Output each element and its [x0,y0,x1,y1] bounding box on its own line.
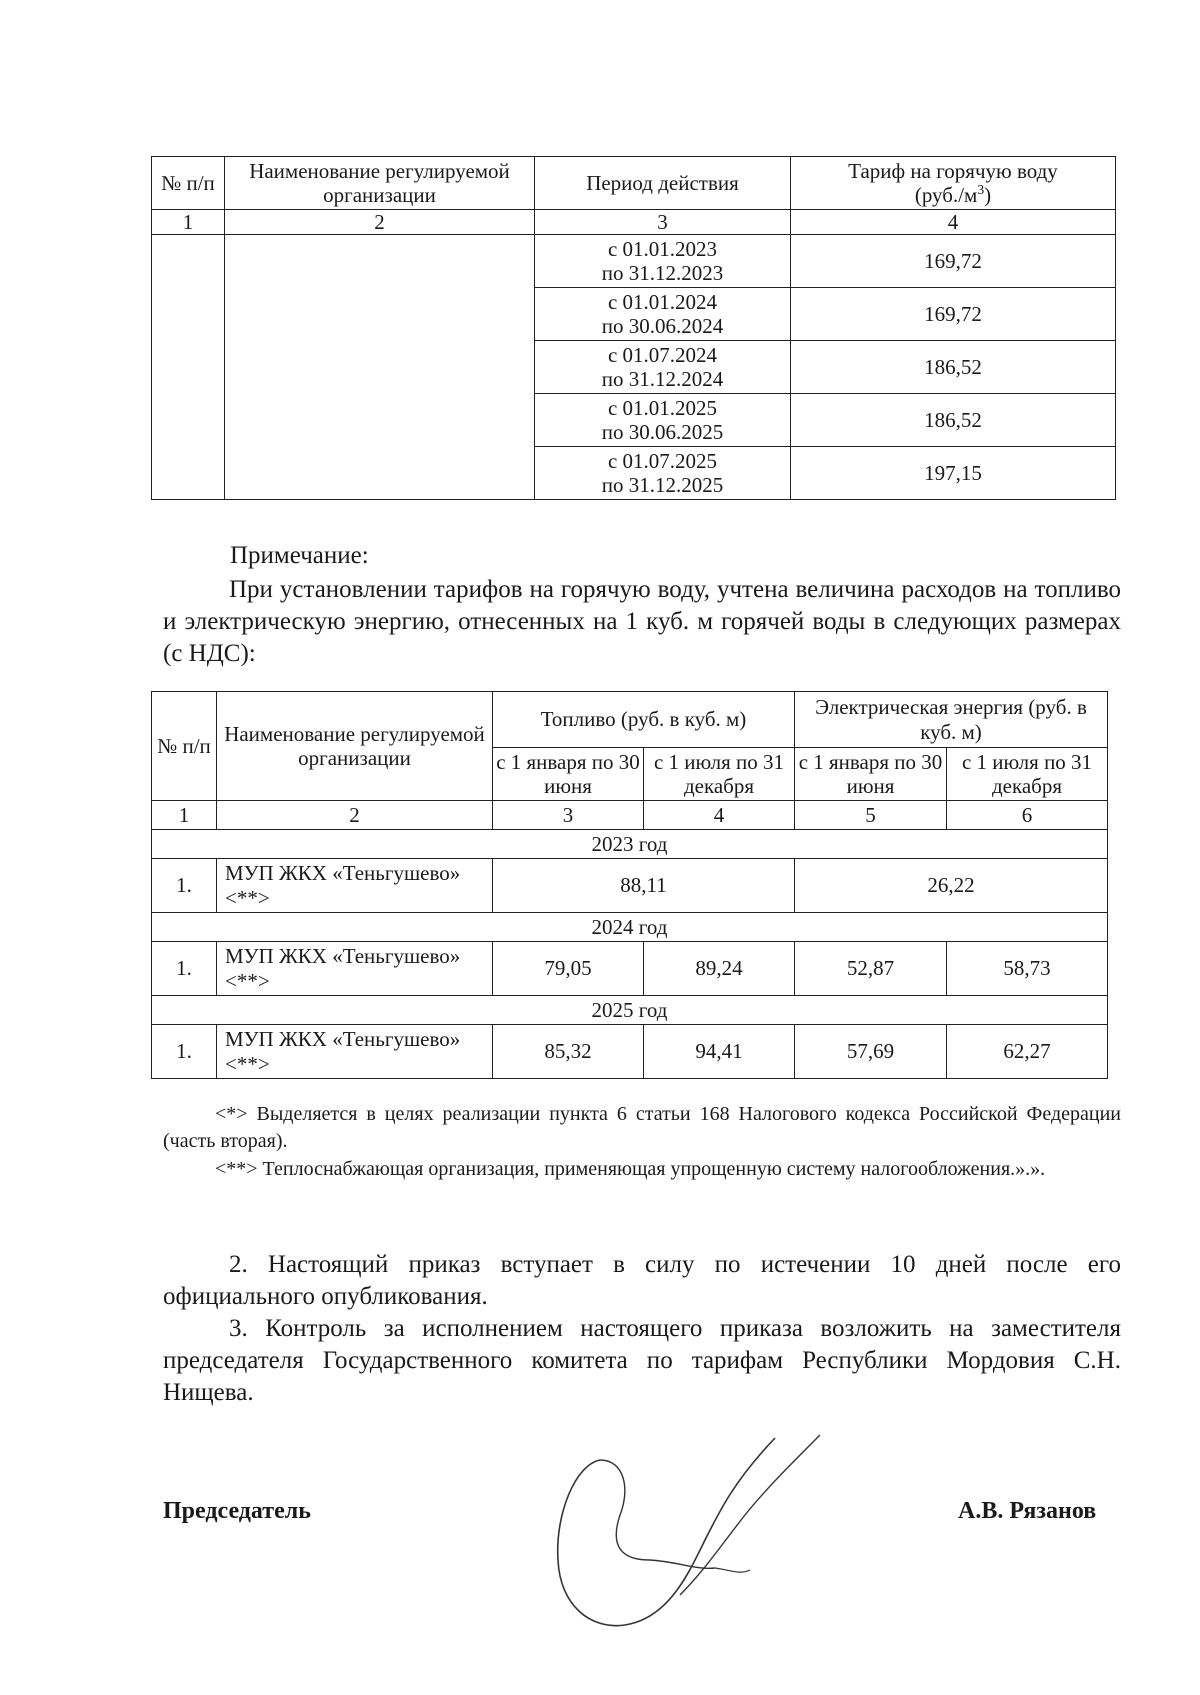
period-from: с 01.07.2024 [607,343,718,367]
header-tariff-main: Тариф на горячую воду [848,158,1058,183]
header-org: Наименование регулируемой организации [217,692,493,801]
footnote-2-text: <**> Теплоснабжающая организация, применяющая упрощенную систему налогообложения.».». [215,1158,1046,1180]
footnote-1 [163,1101,1121,1155]
header-tariff-unit-suffix: ) [984,183,992,207]
tariff-value: 186,52 [791,341,1116,394]
row-org: МУП ЖКХ «Теньгушево» <**> [217,1025,493,1079]
electric-h1-value: 52,87 [795,942,947,996]
header-electric: Электрическая энергия (руб. в куб. м) [795,692,1108,748]
period-from: с 01.07.2025 [607,449,718,473]
row-org: МУП ЖКХ «Теньгушево» <**> [217,942,493,996]
electric-h2-value: 62,27 [947,1025,1108,1079]
period-to: по 31.12.2023 [601,261,724,286]
tariff-value: 169,72 [791,288,1116,341]
period-to: по 30.06.2025 [601,420,724,445]
header-org: Наименование регулируемой организации [225,157,535,210]
cost-column-numbers [152,801,1108,830]
fuel-h2-value: 89,24 [644,942,795,996]
note-text [163,574,1121,670]
footnote-1-text: <*> Выделяется в целях реализации пункта 6 статьи 168 Налогового кодекса Российской Федерации (часть вторая). [163,1103,1121,1152]
column-number: 4 [644,801,795,830]
year-label: 2023 год [152,830,1108,859]
paragraph-3 [163,1313,1121,1409]
period-to: по 30.06.2024 [601,314,724,339]
empty-num-cell [152,235,225,500]
column-number: 1 [152,801,217,830]
electric-h2-value: 58,73 [947,942,1108,996]
tariff-column-numbers [152,210,1116,235]
header-fuel-h1: с 1 января по 30 июня [493,748,644,801]
tariff-table [151,156,1116,500]
note-title: Примечание: [230,542,369,569]
header-period: Период действия [535,157,791,210]
electric-value: 26,22 [795,859,1108,913]
cost-table [151,691,1108,1079]
tariff-value: 169,72 [791,235,1116,288]
year-row [152,996,1108,1025]
header-tariff [791,157,1116,210]
row-num: 1. [152,1025,217,1079]
column-number: 6 [947,801,1108,830]
tariff-row [152,235,1116,288]
year-label: 2025 год [152,996,1108,1025]
row-num: 1. [152,859,217,913]
paragraph-2-text: 2. Настоящий приказ вступает в силу по истечении 10 дней после его официального опубликования. [163,1251,1121,1310]
fuel-value: 88,11 [493,859,795,913]
period-cell [535,235,791,288]
header-num: № п/п [152,157,225,210]
empty-org-cell [225,235,535,500]
column-number: 4 [791,210,1116,235]
header-tariff-unit-sup: 3 [977,182,985,197]
electric-h1-value: 57,69 [795,1025,947,1079]
year-row [152,913,1108,942]
signatory-name: А.В. Рязанов [958,1498,1097,1524]
cost-row [152,1025,1108,1079]
fuel-h1-value: 85,32 [493,1025,644,1079]
year-label: 2024 год [152,913,1108,942]
handwritten-signature [530,1420,840,1635]
period-from: с 01.01.2025 [607,396,718,420]
row-num: 1. [152,942,217,996]
period-to: по 31.12.2024 [601,367,724,392]
cost-row [152,859,1108,913]
note-text-content: При установлении тарифов на горячую воду, учтена величина расходов на топливо и электрическую энергию, отнесенных на 1 куб. м горячей воды в следующих размерах (с НДС): [163,576,1121,667]
column-number: 2 [217,801,493,830]
period-cell [535,341,791,394]
period-cell [535,447,791,500]
column-number: 3 [535,210,791,235]
header-fuel: Топливо (руб. в куб. м) [493,692,795,748]
tariff-value: 186,52 [791,394,1116,447]
year-row [152,830,1108,859]
signatory-title: Председатель [163,1498,311,1524]
cost-header-row [152,692,1108,748]
period-from: с 01.01.2023 [607,237,718,261]
column-number: 5 [795,801,947,830]
period-cell [535,394,791,447]
header-el-h1: с 1 января по 30 июня [795,748,947,801]
header-num: № п/п [152,692,217,801]
tariff-header-row [152,157,1116,210]
row-org: МУП ЖКХ «Теньгушево» <**> [217,859,493,913]
fuel-h2-value: 94,41 [644,1025,795,1079]
paragraph-3-text: 3. Контроль за исполнением настоящего приказа возложить на заместителя председателя Государственного комитета по тарифам Республики Мордовия С.Н. Нищева. [163,1315,1121,1406]
fuel-h1-value: 79,05 [493,942,644,996]
tariff-value: 197,15 [791,447,1116,500]
header-el-h2: с 1 июля по 31 декабря [947,748,1108,801]
cost-row [152,942,1108,996]
paragraph-2 [163,1249,1121,1313]
period-cell [535,288,791,341]
header-tariff-unit-prefix: (руб./м [914,183,978,207]
period-from: с 01.01.2024 [607,290,718,314]
period-to: по 31.12.2025 [601,473,724,498]
header-fuel-h2: с 1 июля по 31 декабря [644,748,795,801]
column-number: 3 [493,801,644,830]
footnote-2 [163,1156,1121,1183]
column-number: 2 [225,210,535,235]
column-number: 1 [152,210,225,235]
